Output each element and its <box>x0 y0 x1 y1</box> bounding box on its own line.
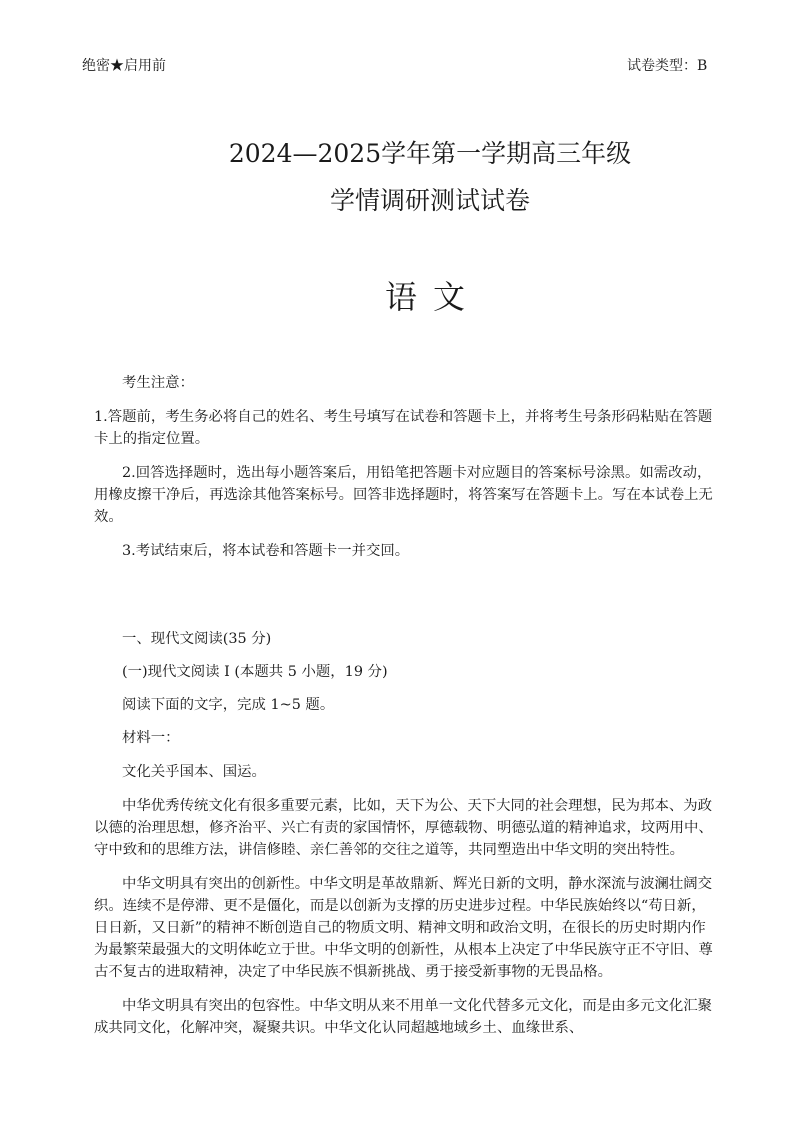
material-label: 材料一： <box>122 730 180 746</box>
subject-title: 语文 <box>384 278 481 316</box>
material-paragraph: 文化关乎国本、国运。 <box>122 764 266 780</box>
confidential-label: 绝密★启用前 <box>82 58 166 74</box>
section-heading: 一、现代文阅读(35 分) <box>122 631 272 647</box>
material-paragraph: 中华文明具有突出的创新性。中华文明是革故鼎新、辉光日新的文明，静水深流与波澜壮阔交织。连续不是停滞、更不是僵化，而是以创新为支撑的历史进步过程。中华民族始终以“苟日新，日日新，又日新”的精神不断创造自己的物质文明、精神文明和政治文明，在很长的历史时期内作为最繁荣最强大的文明体屹立于世。中华文明的创新性，从根本上决定了中华民族守正不守旧、尊古不复古的进取精神，决定了中华民族不惧新挑战、勇于接受新事物的无畏品格。 <box>94 876 713 980</box>
subsection-heading: (一)现代文阅读 I (本题共 5 小题，19 分) <box>122 664 388 680</box>
notice-heading: 考生注意： <box>122 375 194 391</box>
material-paragraph: 中华优秀传统文化有很多重要元素，比如，天下为公、天下大同的社会理想，民为邦本、为政以德的治理思想，修齐治平、兴亡有责的家国情怀，厚德载物、明德弘道的精神追求，坟两用中、守中致和的思维方法，讲信修睦、亲仁善邻的交往之道等，共同塑造出中华文明的突出特性。 <box>94 798 713 858</box>
exam-body <box>94 372 718 1039</box>
paper-type-label: 试卷类型：B <box>627 58 708 74</box>
notice-item: 3.考试结束后，将本试卷和答题卡一并交回。 <box>122 543 410 559</box>
reading-instruction: 阅读下面的文字，完成 1~5 题。 <box>122 697 335 713</box>
notice-item: 2.回答选择题时，选出每小题答案后，用铅笔把答题卡对应题目的答案标号涂黑。如需改动，用橡皮擦干净后，再选涂其他答案标号。回答非选择题时，将答案写在答题卡上。写在本试卷上无效。 <box>94 465 713 525</box>
exam-subtitle: 学情调研测试试卷 <box>329 186 530 215</box>
exam-title: 2024—2025学年第一学期高三年级 <box>228 139 632 168</box>
material-paragraph: 中华文明具有突出的包容性。中华文明从来不用单一文化代替多元文化，而是由多元文化汇聚成共同文化，化解冲突，凝聚共识。中华文化认同超越地域乡土、血缘世系、 <box>94 998 713 1036</box>
notice-item: 1.答题前，考生务必将自己的姓名、考生号填写在试卷和答题卡上，并将考生号条形码粘贴在答题卡上的指定位置。 <box>94 409 713 447</box>
